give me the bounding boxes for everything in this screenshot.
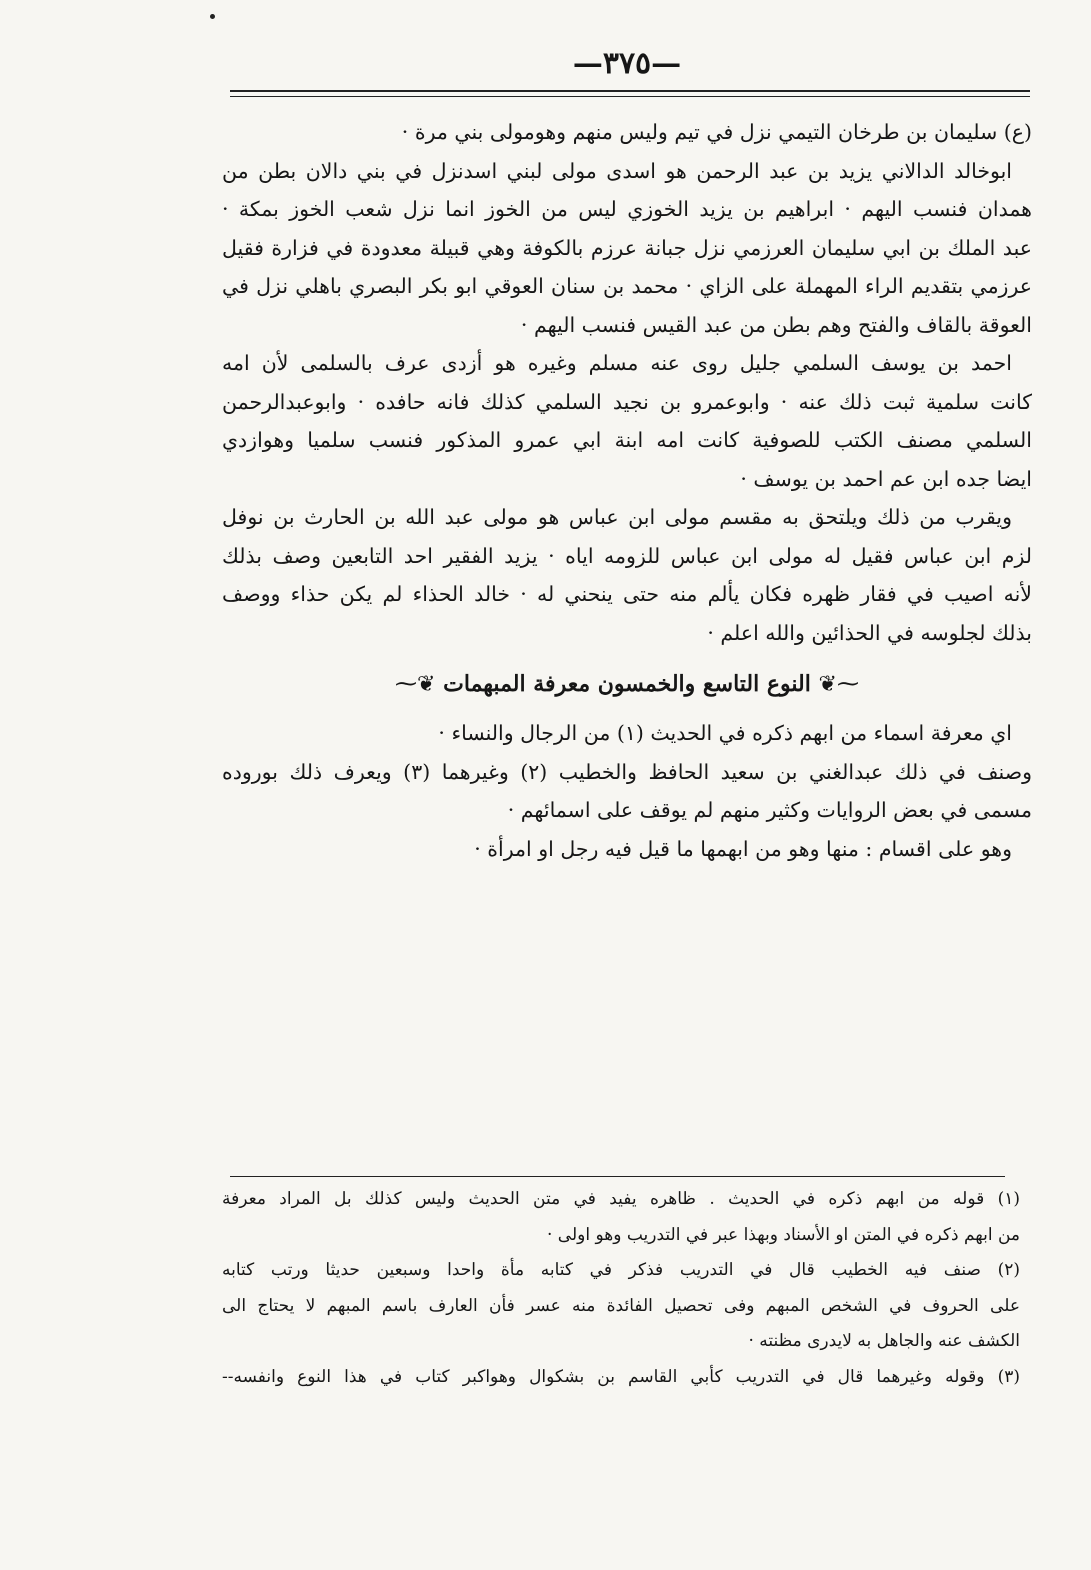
text-line: ويقرب من ذلك ويلتحق به مقسم مولى ابن عباس هو مولى عبد الله بن الحارث بن نوفل: [222, 505, 1012, 529]
text-line: عرزمي بتقديم الراء المهملة على الزاي · محمد بن سنان العوقي ابو بكر البصري باهلي نزل في: [222, 274, 1032, 298]
text-line: مسمى في بعض الروايات وكثير منهم لم يوقف على اسمائهم ·: [507, 798, 1032, 822]
footnote-line: (٢) صنف فيه الخطيب قال في التدريب فذكر في كتابه مأة واحدا وسبعين حديثا ورتب كتابه: [222, 1260, 1020, 1280]
text-line: وهو على اقسام : منها وهو من ابهمها ما قيل فيه رجل او امرأة ·: [474, 836, 1012, 861]
section-title: النوع التاسع والخمسون معرفة المبهمات: [443, 671, 811, 697]
text-line: بذلك لجلوسه في الحذائين والله اعلم ·: [707, 620, 1032, 645]
section-heading: [222, 653, 1032, 715]
text-line: كانت سلمية ثبت ذلك عنه · وابوعمرو بن نجيد السلمي كذلك فانه حافده · وابوعبدالرحمن: [222, 389, 1032, 414]
header-rule: [230, 90, 1030, 92]
footnote-line: الكشف عنه والجاهل به لايدرى مظنته ·: [748, 1331, 1020, 1351]
page-number: —٣٧٥—: [572, 46, 682, 81]
text-line: احمد بن يوسف السلمي جليل روى عنه مسلم وغيره هو أزدى عرف بالسلمى لأن امه: [222, 351, 1012, 375]
text-line: عبد الملك بن ابي سليمان العرزمي نزل جبانة عرزم بالكوفة وهي قبيلة معدودة في فزارة فقيل: [222, 235, 1032, 260]
footnote-line: (١) قوله من ابهم ذكره في الحديث . ظاهره يفيد في متن الحديث وليس كذلك بل المراد معرفة: [222, 1189, 1020, 1209]
book-page: [222, 0, 1032, 1570]
text-line: همدان فنسب اليهم · ابراهيم بن يزيد الخوزي ليس من الخوز انما نزل شعب الخوز بمكة ·: [222, 197, 1032, 221]
footnote-rule: [230, 1176, 1005, 1177]
footnote-line: من ابهم ذكره في المتن او الأسناد وبهذا عبر في التدريب وهو اولى ·: [546, 1224, 1020, 1245]
footnote-line: (٣) وقوله وغيرهما قال في التدريب كأبي القاسم بن بشكوال وهواكبر كتاب في هذا النوع وانفسه--: [222, 1366, 1020, 1387]
text-line: العوقة بالقاف والفتح وهم بطن من عبد القيس فنسب اليهم ·: [520, 312, 1032, 337]
main-text: [222, 114, 1032, 869]
text-line: ايضا جده ابن عم احمد بن يوسف ·: [740, 466, 1032, 491]
text-line: السلمي مصنف الكتب للصوفية كانت امه ابنة ابي عمرو المذكور فنسب سلميا وهوازدي: [222, 428, 1032, 452]
text-line: ابوخالد الدالاني يزيد بن عبد الرحمن هو اسدى مولى لبني اسدنزل في بني دالان بطن من: [222, 158, 1012, 183]
ornament-icon: ❦⁓: [395, 672, 436, 697]
footnote-line: على الحروف في الشخص المبهم وفى تحصيل الفائدة منه عسر فأن العارف باسم المبهم لا يحتاج الى: [222, 1295, 1020, 1316]
text-line: لأنه اصيب في فقار ظهره فكان يألم منه حتى ينحني له · خالد الحذاء لم يكن حذاء ووصف: [222, 582, 1032, 606]
ink-dot: [210, 14, 215, 19]
header-rule-thin: [230, 96, 1030, 97]
text-line: (ع) سليمان بن طرخان التيمي نزل في تيم وليس منهم وهومولى بني مرة ·: [401, 120, 1032, 144]
text-line: اي معرفة اسماء من ابهم ذكره في الحديث (١) من الرجال والنساء ·: [438, 721, 1012, 745]
ornament-icon: ⁓❦: [818, 672, 859, 697]
text-line: لزم ابن عباس فقيل له مولى ابن عباس للزومه اياه · يزيد الفقير احد التابعين وصف بذلك: [222, 543, 1032, 568]
footnotes: [222, 1182, 1020, 1395]
text-line: وصنف في ذلك عبدالغني بن سعيد الحافظ والخطيب (٢) وغيرهما (٣) ويعرف ذلك بوروده: [222, 759, 1032, 784]
